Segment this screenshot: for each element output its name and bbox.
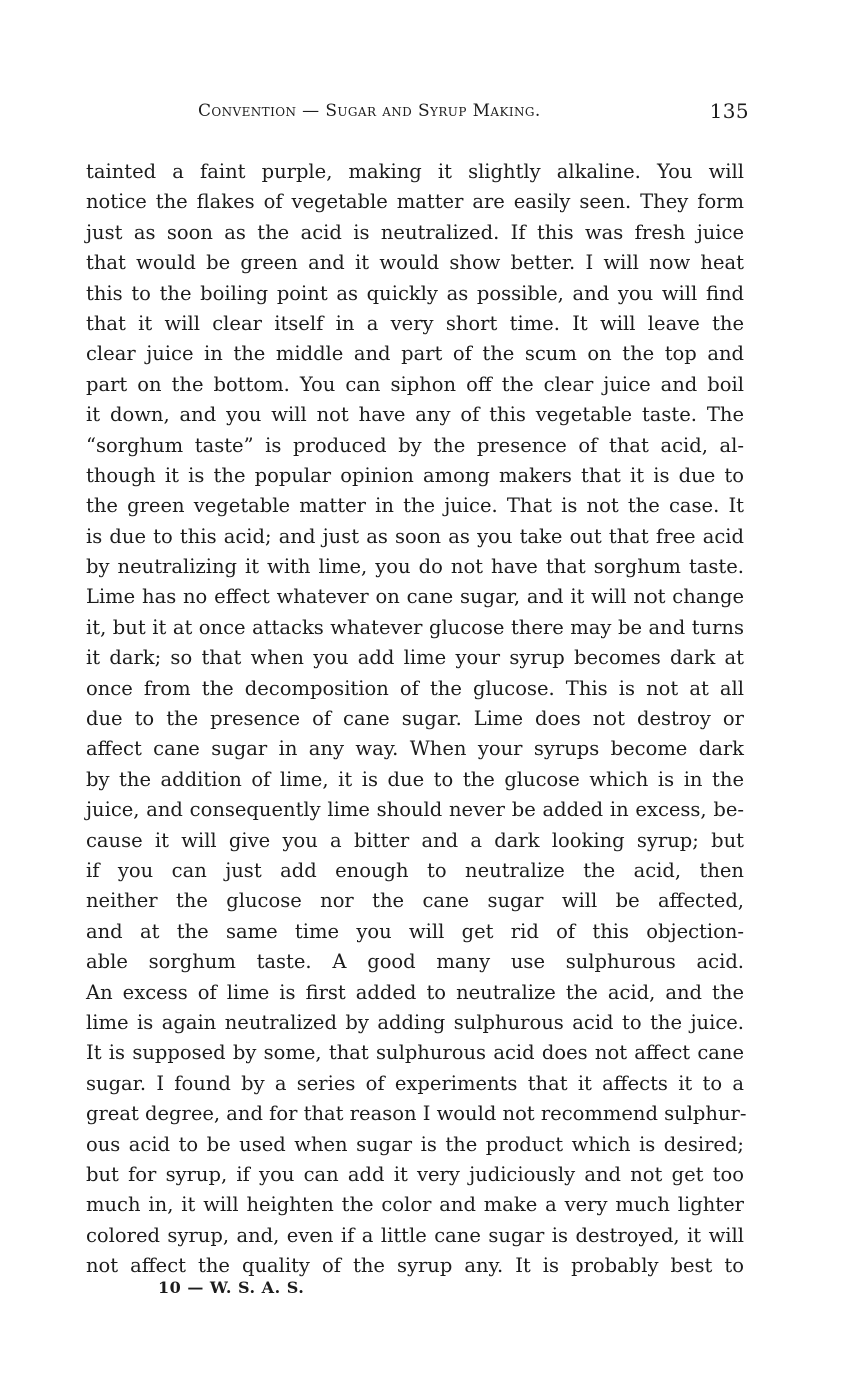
text-line: but for syrup, if you can add it very judiciously and not get too (86, 1162, 744, 1186)
text-line: part on the bottom. You can siphon off the clear juice and boil (86, 372, 744, 396)
text-line: just as soon as the acid is neutralized. If this was fresh juice (86, 220, 744, 244)
text-line: this to the boiling point as quickly as possible, and you will find (86, 281, 744, 305)
text-line: it down, and you will not have any of this vegetable taste. The (86, 403, 744, 427)
running-title: Convention — Sugar and Syrup Making. (198, 101, 541, 121)
text-line: affect cane sugar in any way. When your syrups become dark (86, 737, 744, 761)
running-head (88, 101, 749, 131)
text-line: by the addition of lime, it is due to the glucose which is in the (86, 767, 744, 791)
text-line: not affect the quality of the syrup any. It is probably best to (86, 1254, 744, 1278)
text-line: able sorghum taste. A good many use sulphurous acid. (86, 950, 744, 974)
text-line: once from the decomposition of the glucose. This is not at all (86, 676, 744, 700)
text-line: the green vegetable matter in the juice. That is not the case. It (86, 494, 744, 518)
text-line: ous acid to be used when sugar is the product which is desired; (86, 1132, 744, 1156)
text-line: notice the flakes of vegetable matter are easily seen. They form (86, 190, 744, 214)
text-line: cause it will give you a bitter and a dark looking syrup; but (86, 828, 744, 852)
text-line: it dark; so that when you add lime your syrup becomes dark at (86, 646, 744, 670)
text-line: due to the presence of cane sugar. Lime does not destroy or (86, 707, 744, 731)
text-line: It is supposed by some, that sulphurous acid does not affect cane (86, 1041, 744, 1065)
signature-mark: 10 — W. S. A. S. (158, 1278, 305, 1297)
text-line: great degree, and for that reason I would not recommend sulphur- (86, 1102, 747, 1126)
text-line: neither the glucose nor the cane sugar will be affected, (86, 889, 744, 913)
text-line: by neutralizing it with lime, you do not have that sorghum taste. (86, 555, 744, 579)
text-line: sugar. I found by a series of experiments that it affects it to a (86, 1071, 744, 1095)
text-line: juice, and consequently lime should never be added in excess, be- (86, 798, 744, 822)
body-text (86, 157, 747, 1281)
text-line: is due to this acid; and just as soon as you take out that free acid (86, 524, 744, 548)
text-line: it, but it at once attacks whatever glucose there may be and turns (86, 615, 744, 639)
text-line: Lime has no effect whatever on cane sugar, and it will not change (86, 585, 744, 609)
text-line: if you can just add enough to neutralize the acid, then (86, 858, 744, 882)
page-number: 135 (709, 99, 749, 123)
text-line: that it will clear itself in a very short time. It will leave the (86, 311, 744, 335)
text-line: An excess of lime is first added to neutralize the acid, and the (86, 980, 744, 1004)
text-line: clear juice in the middle and part of the scum on the top and (86, 342, 744, 366)
text-line: “sorghum taste” is produced by the presence of that acid, al- (86, 433, 744, 457)
text-line: colored syrup, and, even if a little cane sugar is destroyed, it will (86, 1223, 744, 1247)
text-line: lime is again neutralized by adding sulphurous acid to the juice. (86, 1010, 744, 1034)
text-line: tainted a faint purple, making it slightly alkaline. You will (86, 160, 744, 183)
text-line: and at the same time you will get rid of this objection- (86, 919, 744, 943)
text-line: that would be green and it would show better. I will now heat (86, 251, 744, 275)
text-line: though it is the popular opinion among makers that it is due to (86, 463, 744, 487)
text-line: much in, it will heighten the color and make a very much lighter (86, 1193, 744, 1217)
